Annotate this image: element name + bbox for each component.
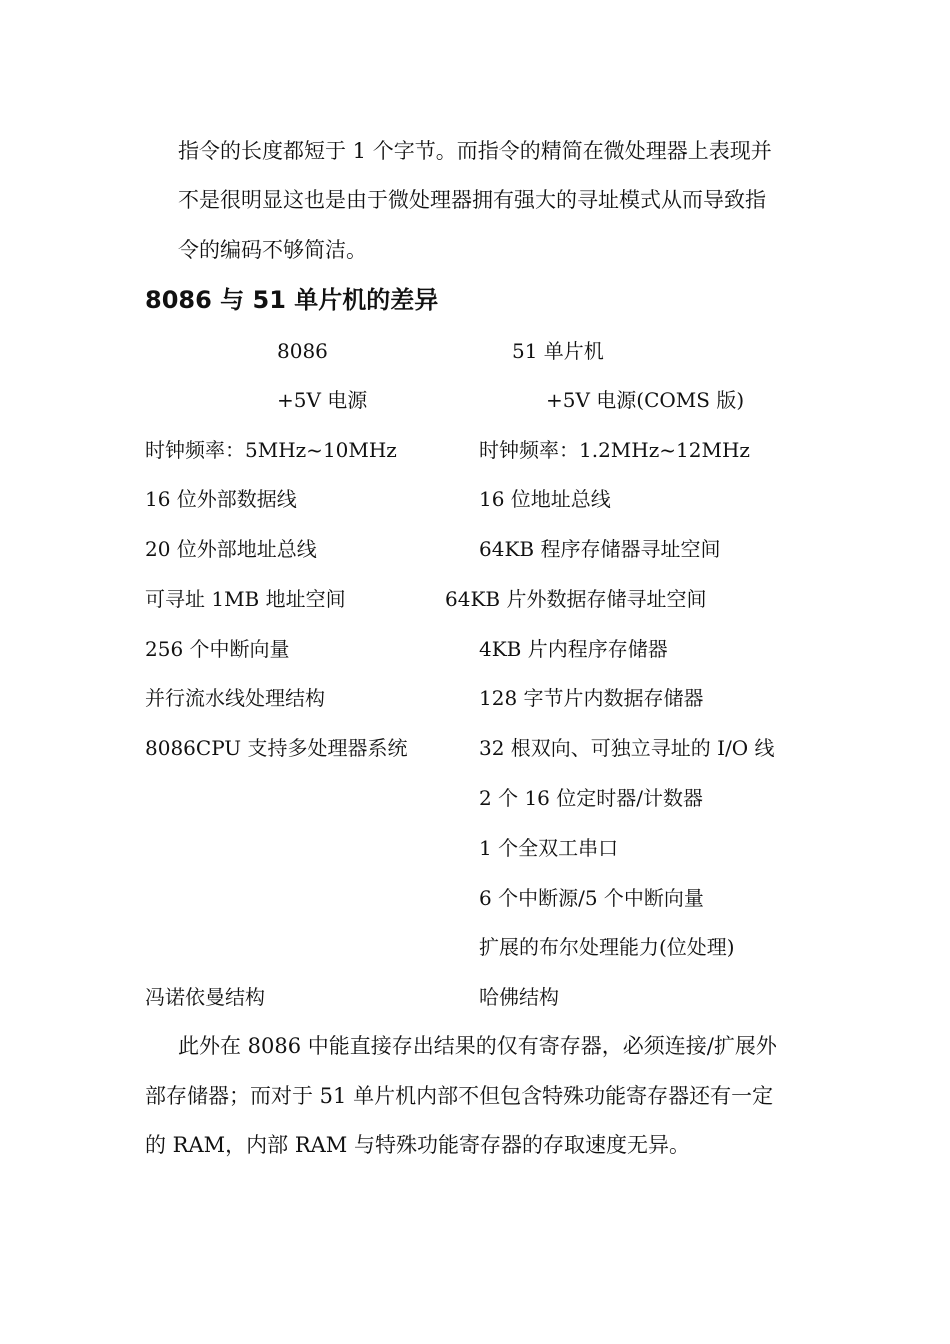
row-left: 20 位外部地址总线	[145, 537, 317, 561]
row-right: 扩展的布尔处理能力(位处理)	[479, 935, 735, 959]
row-left: 并行流水线处理结构	[145, 686, 325, 710]
intro-line-2: 不是很明显这也是由于微处理器拥有强大的寻址模式从而导致指	[178, 188, 766, 212]
closing-line-3: 的 RAM，内部 RAM 与特殊功能寄存器的存取速度无异。	[145, 1133, 690, 1157]
intro-line-1: 指令的长度都短于 1 个字节。而指令的精简在微处理器上表现并	[178, 139, 772, 163]
row-right: 哈佛结构	[479, 985, 559, 1009]
row-left: 256 个中断向量	[145, 637, 290, 661]
row-left: 可寻址 1MB 地址空间	[145, 587, 346, 611]
header-51: 51 单片机	[512, 339, 604, 363]
closing-line-1: 此外在 8086 中能直接存出结果的仅有寄存器，必须连接/扩展外	[178, 1034, 777, 1058]
section-title: 8086 与 51 单片机的差异	[145, 286, 439, 314]
closing-line-2: 部存储器；而对于 51 单片机内部不但包含特殊功能寄存器还有一定	[145, 1084, 774, 1108]
row-right: 128 字节片内数据存储器	[479, 686, 704, 710]
row-left: 16 位外部数据线	[145, 487, 297, 511]
row-right: 6 个中断源/5 个中断向量	[479, 886, 704, 910]
row-right: 64KB 程序存储器寻址空间	[479, 537, 721, 561]
row-right: 4KB 片内程序存储器	[479, 637, 668, 661]
row-left: 冯诺依曼结构	[145, 985, 265, 1009]
row-right: 时钟频率：1.2MHz~12MHz	[479, 438, 750, 462]
row-right: 2 个 16 位定时器/计数器	[479, 786, 703, 810]
row-left: 8086CPU 支持多处理器系统	[145, 736, 408, 760]
power-8086: +5V 电源	[277, 388, 368, 412]
row-right: 16 位地址总线	[479, 487, 611, 511]
power-51: +5V 电源(COMS 版)	[546, 388, 745, 412]
row-left: 时钟频率：5MHz~10MHz	[145, 438, 397, 462]
row-right: 1 个全双工串口	[479, 836, 619, 860]
row-right: 32 根双向、可独立寻址的 I/O 线	[479, 736, 775, 760]
intro-line-3: 令的编码不够简洁。	[178, 238, 367, 262]
header-8086: 8086	[277, 339, 328, 363]
row-right: 64KB 片外数据存储寻址空间	[445, 587, 707, 611]
